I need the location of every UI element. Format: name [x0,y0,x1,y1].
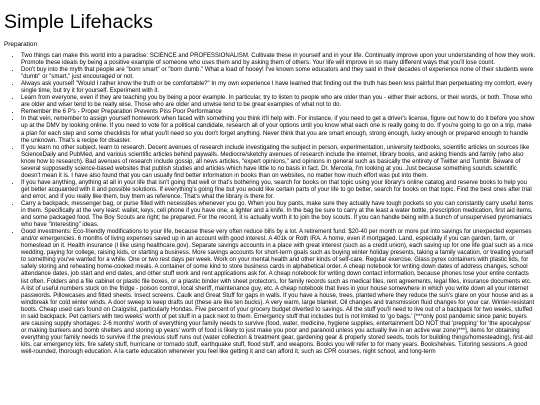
list-item: • In that vein, remember to assign yourself homework when faced with something you think it'll help with. For instance, if you need to get a driver's license, figure out how to do it before you show up at the DMV by looking online. If you need to vote for a political candidate, research all of your options until you know what each one is really going to do. If you're going to go on a trip, make a plan for each step and some checklists for what you'll need so you don't forget anything. Never think that you are smart enough, strong enough, lucky enough or prepared enough to handle the unknown. That's a recipe for disaster. [21,116,536,144]
list-item: • Remember the 6 P's - Proper Preparation Prevents Piss Poor Performance [21,109,536,116]
list-item: • Don't buy into the myth that people are "born smart" or "born dumb." What a load of hooey! I've known some educators and they said in their decades of experience none of their students were "dumb" or "smart," just encouraged or not. [21,67,536,81]
list-item: • Learn from everyone, even if they are teaching you by being a poor example. In particular, try to listen to people who are older than you - either their actions, or their words, or both. Those who are older and wiser tend to be really wise. Those who are older and unwise tend to be great examples of what not to do. [21,95,536,109]
list-item: • Good investments: Eco-friendly modifications to your life, because these very often reduce bills by a lot. A retirement fund. $20-40 per month or more put into savings for unexpected expenses and/or emergencies. 6 months of living expenses saved up in an account with good interest. A 401k or Roth IRA. A home, even if mortgaged. Land, especially if you can garden, farm, or homestead on it. Health insurance (I like using healthcare.gov). Separate savings accounts in a place with great interest (such as a credit union), each saving up for one life goal such as a nice wedding, paying for college, raising kids, or starting a business. More savings accounts for short-term goals such as buying winter holiday presents, taking a family vacation, or treating yourself to something you've wanted for a while. One or two rest days per week. Work on your mental health and other kinds of self-care. Regular exercise. Glass pyrex containers with plastic lids, for safely storing and reheating home-cooked meals. A container of some kind to store business cards in alphabetical order. A cheap notebook for writing down dates of address changes, school attendance dates, job start and end dates, and other stuff work and rent applications ask for. A cheap notebook for writing down contact information, because phones lose your entire contacts list often. Folders and a file cabinet or plastic file boxes, or a plastic binder with sheet protectors, for family records such as medical files, rent agreements, legal files, insurance documents etc. A list of useful numbers stuck on the fridge - poison control, local sheriff, maintenance guy, etc. A cheap notebook that lives in your house somewhere in which you write down all your internet passwords. Pillowcases and fitted sheets. Insect screens. Caulk and Great Stuff for gaps in walls. If you have a house, trees, planted where they reduce the sun's glare on your house and as a windbreak for cold winter winds. A door sweep to keep drafts out (these are like ten bucks). A very warm, large blanket. Oil changes and transmission fluid changes for your car. Winter-resistant boots. Cheap used cars found on Craigslist, particularly Hondas. Five percent of your grocery budget diverted to savings. All the stuff you'll need to live out of a backpack for two weeks, stuffed in said backpack. Pet carriers with two weeks' worth of pet stuff in a pack next to them. Emergency stuff that includes but is not limited to 'go bags.' [***only post pandemic since panic buyers are causing supply shortages: 2-6 months' worth of everything your family needs to survive (food, water, medicine, hygiene supplies, entertainment DO NOT that 'prepping' for 'the apocalypse' or making bunkers and bomb shelters and storing up years' worth of food is likely to just make you poor and paranoid unless you actually live in an active war zone)***], items for obtaining everything your family needs to survive if the previous stuff runs out (water collection & treatment gear, gardening gear & properly stored seeds, tools for building things/homesteading), first-aid kits, car emergency kits, fire safety stuff, hurricane or tornado stuff, earthquake stuff, flood stuff, and weapons. Books you will refer to for many years. Bookshelves. Tutoring sessions. A good well-rounded, thorough education. A la carte education whenever you feel like getting it and can afford it, such as CPR courses, night school, and long-term [21,229,536,356]
section-heading: Preparation [4,41,38,48]
tips-list [4,53,536,356]
page-title: Simple Lifehacks [4,11,154,33]
list-item: • Carry a backpack, messenger bag, or purse filled with necessities whenever you go. When you buy pants, make sure they actually have tough pockets so you can constantly carry useful items in them. Specifically at the very least: wallet, keys, cell phone if you have one, a lighter and a knife. In the bag be sure to carry at the least a water bottle, prescription medication, first aid items, and some packaged food. The Boy Scouts are right; be prepared. For the record, it is actually worth it to join the boy scouts. If you can handle being with a bunch of unsupervised pyromaniacs who have "interesting" ideas. [21,201,536,229]
list-item: • If you learn no other subject, learn to research. Decent avenues of research include investigating the subject in person, experimentation, university textbooks, scientific articles on sources like ScienceDaily and PubMed, and various scientific articles behind paywalls. Mediocre/sketchy avenues of research include the internet, library books, and asking friends and family (who also know how to research). Bad avenues of research include gossip, all news articles, "expert opinions," and opinions in general such as basically the entirety of Twitter and Tumblr. Beware of several supposedly science-based websites that publish studies and articles which have little to no basis in fact. Dr. Mercola, I'm looking at you. Just because something sounds scientific doesn't mean it is. I have also found that you can usually find better information in books than on websites, no matter how much effort was put into them. [21,145,536,180]
list-item: • Always ask yourself "Would I rather know the truth or be comfortable?" In my own experience I have learned that finding out the truth has been less painful than perpetuating my comfort, every single time, but try it for yourself. Experiment with it. [21,81,536,95]
list-item: • If you have anything, anything at all in your life that isn't going that well or that's bothering you, search for books on that topic using your library's online catalog and reserve books to help you get better acquainted with it and possible solutions. If everything's going fine but you would like certain parts of your life to go better, search for books on that topic. Find the best ones after trial and error, and if you really like them, buy them as reference. That's what the library is there for. [21,180,536,201]
list-item: • Two things can make this world into a paradise: SCIENCE and PROFESSIONALISM. Cultivate these in yourself and in your life. Continually improve upon your understanding of how they work. Promote these ideals by being a positive example of someone who uses them and by asking them of others. Your life will improve in so many different ways that you'll lose count. [21,53,536,67]
